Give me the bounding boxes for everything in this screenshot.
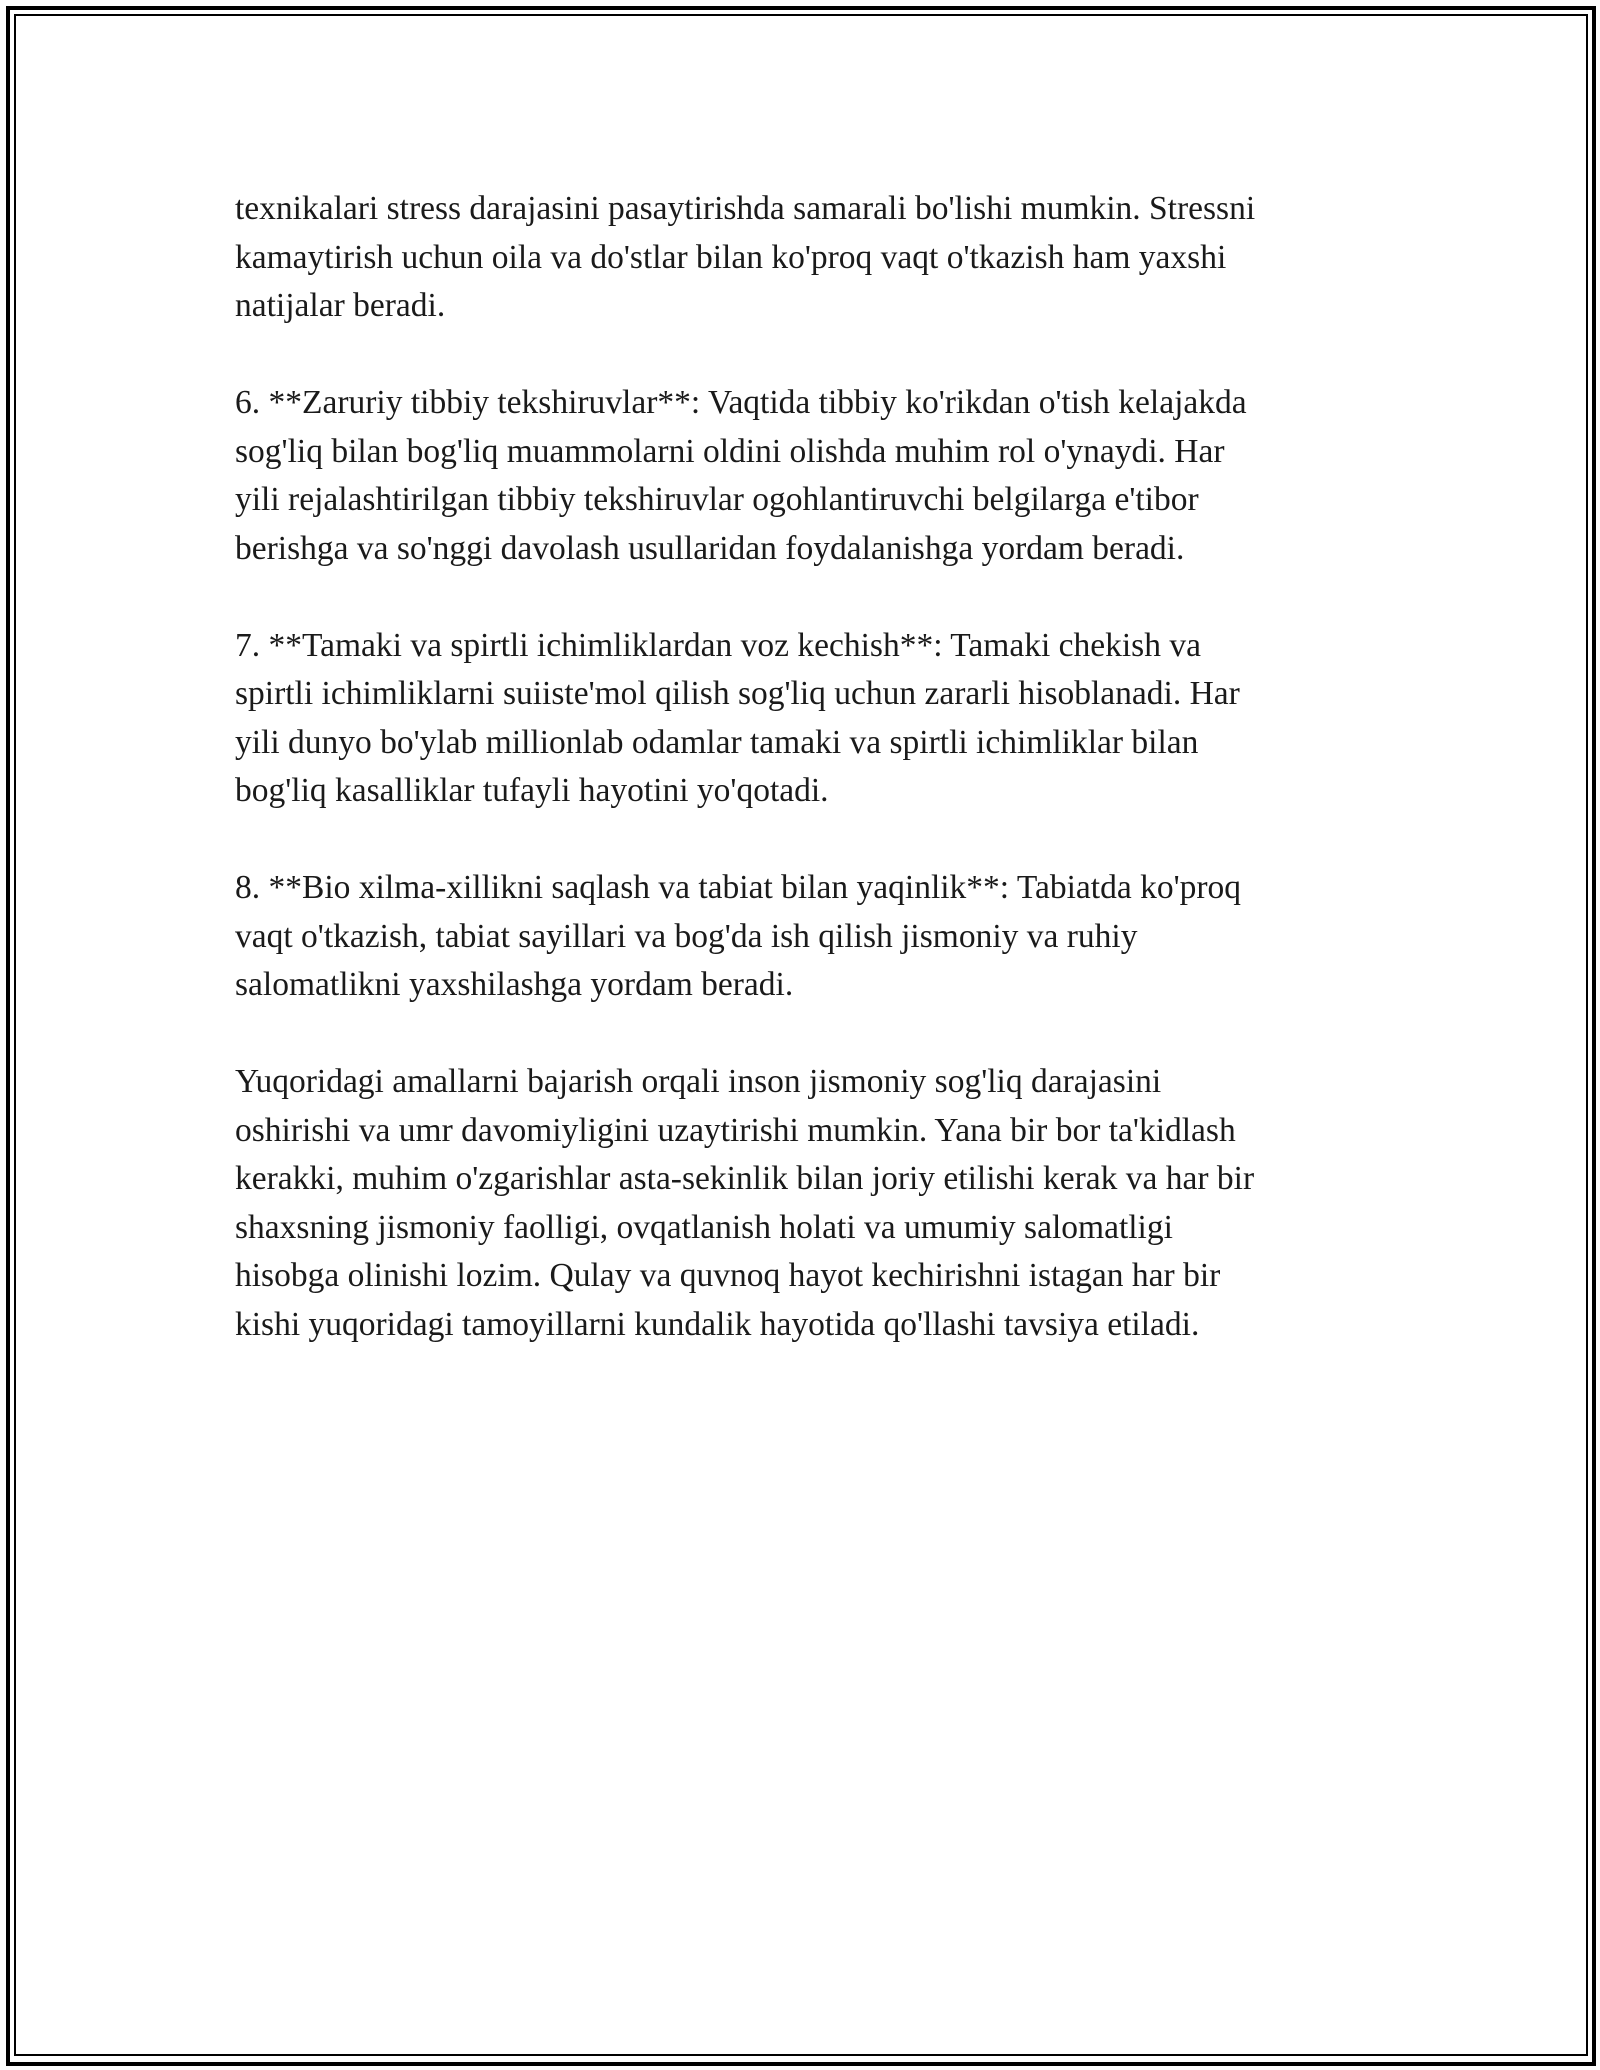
paragraph-item-7-tobacco-alcohol xyxy=(235,622,1365,816)
document-body xyxy=(235,185,1365,1398)
paragraph-item-8-nature xyxy=(235,864,1365,1010)
text-line: natijalar beradi. xyxy=(235,287,446,324)
text-line: shaxsning jismoniy faolligi, ovqatlanish holati va umumiy salomatligi xyxy=(235,1208,1173,1246)
text-line: vaqt o'tkazish, tabiat sayillari va bog'da ish qilish jismoniy va ruhiy xyxy=(235,917,1138,955)
text-line: 8. **Bio xilma-xillikni saqlash va tabiat bilan yaqinlik**: Tabiatda ko'proq xyxy=(235,869,1242,906)
text-line: Yuqoridagi amallarni bajarish orqali inson jismoniy sog'liq darajasini xyxy=(235,1063,1162,1100)
paragraph-item-6-medical-checkups xyxy=(235,379,1365,573)
text-line: oshirishi va umr davomiyligini uzaytirishi mumkin. Yana bir bor ta'kidlash xyxy=(235,1111,1236,1149)
text-line: kishi yuqoridagi tamoyillarni kundalik hayotida qo'llashi tavsiya etiladi. xyxy=(235,1305,1200,1343)
text-line: spirtli ichimliklarni suiiste'mol qilish sog'liq uchun zararli hisoblanadi. Har xyxy=(235,675,1240,712)
paragraph-conclusion xyxy=(235,1058,1365,1349)
text-line: 7. **Tamaki va spirtli ichimliklardan voz kechish**: Tamaki chekish va xyxy=(235,626,1201,664)
text-line: hisobga olinishi lozim. Qulay va quvnoq hayot kechirishni istagan har bir xyxy=(235,1257,1221,1294)
text-line: salomatlikni yaxshilashga yordam beradi. xyxy=(235,966,794,1003)
text-line: kamaytirish uchun oila va do'stlar bilan ko'proq vaqt o'tkazish ham yaxshi xyxy=(235,238,1227,276)
text-line: 6. **Zaruriy tibbiy tekshiruvlar**: Vaqtida tibbiy ko'rikdan o'tish kelajakda xyxy=(235,384,1247,421)
text-line: kerakki, muhim o'zgarishlar asta-sekinlik bilan joriy etilishi kerak va har bir xyxy=(235,1160,1255,1197)
text-line: yili rejalashtirilgan tibbiy tekshiruvlar ogohlantiruvchi belgilarga e'tibor xyxy=(235,481,1199,518)
text-line: sog'liq bilan bog'liq muammolarni oldini olishda muhim rol o'ynaydi. Har xyxy=(235,432,1225,470)
text-line: texnikalari stress darajasini pasaytirishda samarali bo'lishi mumkin. Stressni xyxy=(235,190,1256,227)
paragraph-stress-continuation xyxy=(235,185,1365,331)
text-line: yili dunyo bo'ylab millionlab odamlar tamaki va spirtli ichimliklar bilan xyxy=(235,723,1199,761)
text-line: bog'liq kasalliklar tufayli hayotini yo'qotadi. xyxy=(235,772,829,809)
text-line: berishga va so'nggi davolash usullaridan foydalanishga yordam beradi. xyxy=(235,529,1185,567)
